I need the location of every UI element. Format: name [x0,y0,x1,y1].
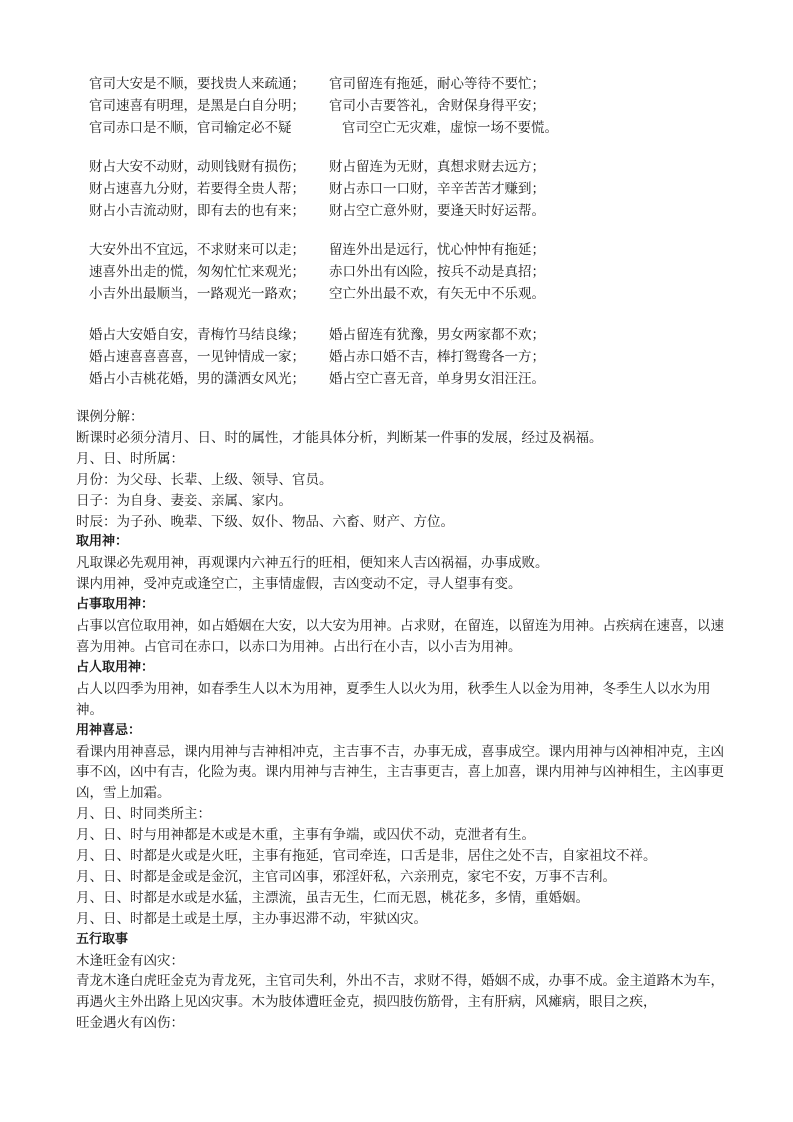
verse-right: 官司小吉要答礼，舍财保身得平安； [329,98,545,114]
verse-line [89,200,749,222]
paragraph: 月、日、时都是水或是水猛，主漂流，虽吉无生，仁而无恩，桃花多，多情，重婚姻。 [76,889,589,906]
paragraph: 日子：为自身、妻妾、亲属、家内。 [76,492,292,509]
paragraph: 月份：为父母、长辈、上级、领导、官员。 [76,471,333,488]
verse-right: 留连外出是远行，忧心忡忡有拖延； [329,242,545,258]
verse-line [89,117,749,139]
verse-right: 空亡外出最不欢，有矢无中不乐观。 [329,286,545,302]
verse-right: 官司留连有拖延，耐心等待不要忙； [329,76,545,92]
paragraph: 青龙木逢白虎旺金克为青龙死，主官司失利，外出不吉，求财不得，婚姻不成，办事不成。金主道路木为车，再遇火主外出路上见凶灾事。木为肢体遭旺金克，损四肢伤筋骨，主有肝病，风瘫病，眼目之疾， [76,973,724,1011]
verse-right: 财占留连为无财，真想求财去远方； [329,159,545,175]
section-heading: 占事取用神： [76,597,155,613]
verse-right: 赤口外出有凶险，按兵不动是真招； [329,264,545,280]
section-heading: 取用神： [76,534,129,550]
verse-line [89,368,749,390]
paragraph: 月、日、时与用神都是木或是木重，主事有争端，或囚伏不动，克泄者有生。 [76,827,535,844]
verse-right: 财占空亡意外财，要逢天时好运帮。 [329,203,545,219]
verse-right: 婚占赤口婚不吉，棒打鸳鸯各一方； [329,349,545,365]
prose-section [76,407,726,1034]
paragraph: 月、日、时都是火或是火旺，主事有拖延，官司牵连，口舌是非，居住之处不吉，自家祖坟不祥。 [76,848,657,865]
paragraph: 占人以四季为用神，如春季生人以木为用神，夏季生人以火为用，秋季生人以金为用神，冬季生人以水为用神。 [76,680,711,718]
verse-line [89,346,749,368]
verse-right: 婚占空亡喜无音，单身男女泪汪汪。 [329,371,545,387]
verse-line [89,156,749,178]
section-heading: 占人取用神： [76,659,155,675]
verse-left: 大安外出不宜远，不求财来可以走； [89,242,305,258]
verse-block-wealth [89,156,749,222]
verse-block-lawsuit [89,73,749,139]
verse-left: 小吉外出最顺当，一路观光一路欢； [89,286,305,302]
verse-block-travel [89,239,749,305]
paragraph: 课例分解： [76,409,144,425]
verse-left: 财占小吉流动财，即有去的也有来； [89,203,305,219]
verse-left: 速喜外出走的慌，匆匆忙忙来观光； [89,264,305,280]
paragraph: 月、日、时同类所主： [76,806,211,823]
paragraph: 占事以宫位取用神，如占婚姻在大安，以大安为用神。占求财，在留连，以留连为用神。占疾病在速喜，以速喜为用神。占官司在赤口，以赤口为用神。占出行在小吉，以小吉为用神。 [76,618,724,655]
verse-line [89,261,749,283]
verse-line [89,239,749,261]
verse-left: 官司赤口是不顺，官司输定必不疑 [89,120,292,136]
verse-right: 财占赤口一口财，辛辛苦苦才赚到； [329,181,545,197]
verse-block-marriage [89,324,749,390]
paragraph: 断课时必须分清月、日、时的属性，才能具体分析，判断某一件事的发展，经过及祸福。 [76,429,603,446]
verse-right: 婚占留连有犹豫，男女两家都不欢； [329,327,545,343]
verse-left: 财占速喜九分财，若要得全贵人帮； [89,181,305,197]
paragraph: 凡取课必先观用神，再观课内六神五行的旺相，便知来人吉凶祸福，办事成败。 [76,555,549,572]
verse-right: 官司空亡无灾难，虚惊一场不要慌。 [342,120,558,136]
verse-left: 婚占大安婚自安，青梅竹马结良缘； [89,327,305,343]
section-heading: 用神喜忌： [76,722,142,738]
paragraph: 月、日、时都是土或是土厚，主办事迟滞不动，牢狱凶灾。 [76,910,427,927]
verse-left: 婚占小吉桃花婚，男的潇洒女风光； [89,371,305,387]
verse-line [89,95,749,117]
verse-left: 官司大安是不顺，要找贵人来疏通； [89,76,305,92]
section-heading: 五行取事 [76,931,129,947]
paragraph: 旺金遇火有凶伤： [76,1015,184,1032]
verse-line [89,324,749,346]
verse-line [89,73,749,95]
paragraph: 月、日、时都是金或是金沉，主官司凶事，邪淫奸私，六亲刑克，家宅不安，万事不吉利。 [76,868,616,885]
paragraph: 看课内用神喜忌，课内用神与吉神相冲克，主吉事不吉，办事无成，喜事成空。课内用神与凶神相冲克，主凶事不凶，凶中有吉，化险为夷。课内用神与吉神生，主吉事更吉，喜上加喜，课内用神与凶神相生，主凶事更凶，雪上加霜。 [76,743,724,802]
paragraph: 课内用神，受冲克或逢空亡，主事情虚假，吉凶变动不定，寻人望事有变。 [76,576,522,593]
paragraph: 月、日、时所属： [76,450,184,467]
verse-line [89,283,749,305]
paragraph: 木逢旺金有凶灾： [76,952,184,969]
paragraph: 时辰：为子孙、晚辈、下级、奴仆、物品、六畜、财产、方位。 [76,513,454,530]
verse-left: 婚占速喜喜喜喜，一见钟情成一家； [89,349,305,365]
verse-left: 官司速喜有明理，是黑是白自分明； [89,98,305,114]
verse-left: 财占大安不动财，动则钱财有损伤； [89,159,305,175]
verse-line [89,178,749,200]
